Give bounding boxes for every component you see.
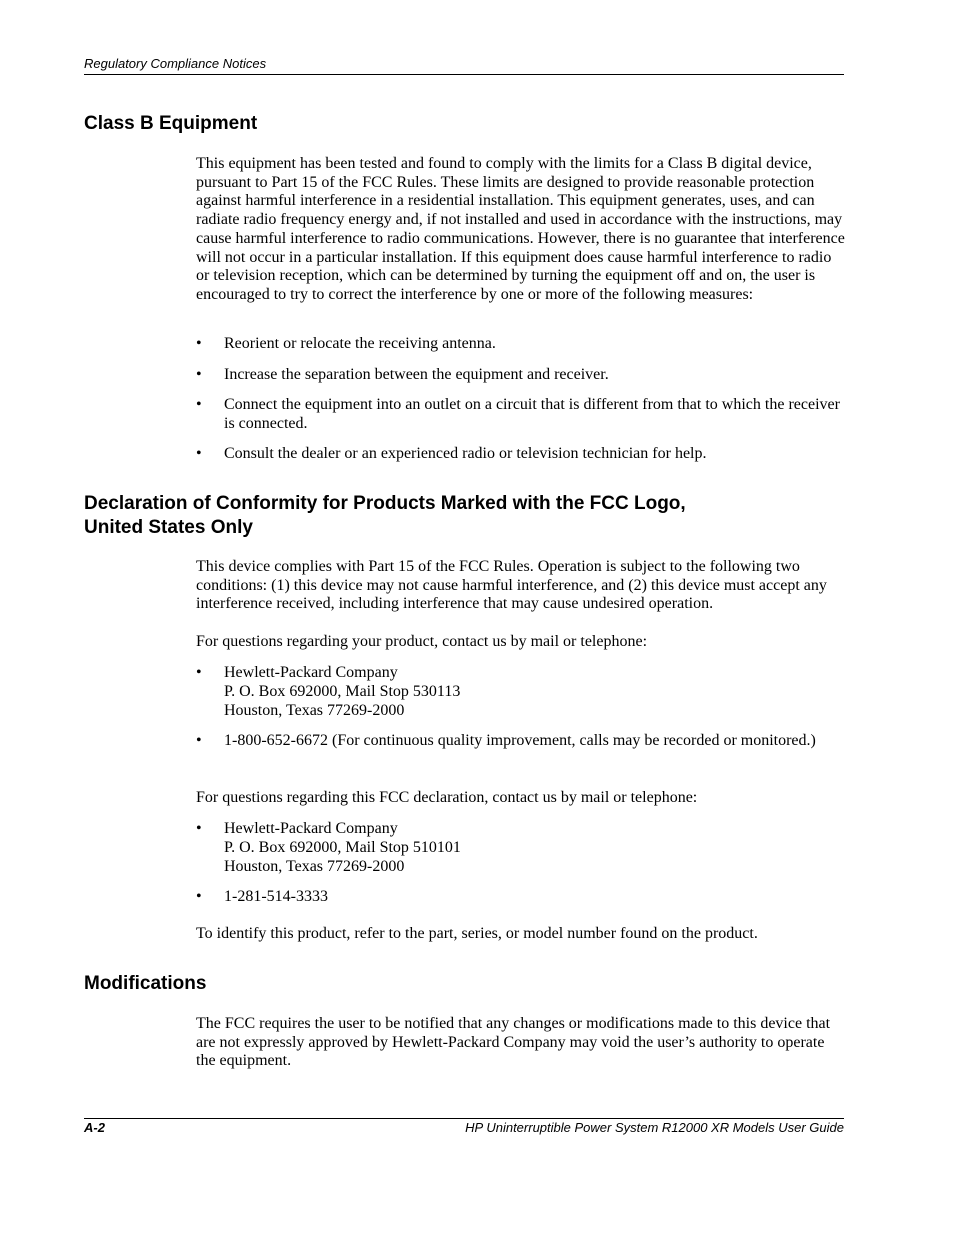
list-item: • Reorient or relocate the receiving antenna. <box>196 334 846 353</box>
declaration-contact-list <box>196 819 846 906</box>
guide-title: HP Uninterruptible Power System R12000 XR Models User Guide <box>465 1120 844 1135</box>
class-b-paragraph: This equipment has been tested and found to comply with the limits for a Class B digital device, pursuant to Part 15 of the FCC Rules. These limits are designed to provide reasonable protection against harmful interference in a residential installation. This equipment generates, uses, and can radiate radio frequency energy and, if not installed and used in accordance with the instructions, may cause harmful interference to radio communications. However, there is no guarantee that interference will not occur in a particular installation. If this equipment does cause harmful interference to radio or television reception, which can be determined by turning the equipment off and on, the user is encouraged to try to correct the interference by one or more of the following measures: <box>196 155 845 303</box>
list-item: • 1-800-652-6672 (For continuous quality improvement, calls may be recorded or monitored.) <box>196 731 846 750</box>
page-number: A-2 <box>84 1120 105 1135</box>
modifications-heading: Modifications <box>84 973 207 994</box>
declaration-questions-intro: For questions regarding this FCC declaration, contact us by mail or telephone: <box>196 789 698 806</box>
running-header: Regulatory Compliance Notices <box>84 56 267 71</box>
header-rule <box>84 74 844 75</box>
list-item: • 1-281-514-3333 <box>196 887 846 906</box>
product-contact-list <box>196 663 846 750</box>
class-b-measures-list <box>196 334 846 463</box>
list-item: • Connect the equipment into an outlet on a circuit that is different from that to which the receiver is connected. <box>196 395 846 433</box>
class-b-heading: Class B Equipment <box>84 113 258 134</box>
modifications-paragraph: The FCC requires the user to be notified that any changes or modifications made to this device that are not expressly approved by Hewlett-Packard Company may void the user’s authority to operate the equipment. <box>196 1015 831 1070</box>
list-item: • Increase the separation between the equipment and receiver. <box>196 365 846 384</box>
list-item: • Hewlett-Packard Company P. O. Box 692000, Mail Stop 510101 Houston, Texas 77269-2000 <box>196 819 846 876</box>
declaration-paragraph: This device complies with Part 15 of the FCC Rules. Operation is subject to the following two conditions: (1) this device may not cause harmful interference, and (2) this device must accept any interference received, including interference that may cause undesired operation. <box>196 558 827 613</box>
declaration-heading: Declaration of Conformity for Products Marked with the FCC Logo, United States Only <box>84 493 686 538</box>
list-item: • Hewlett-Packard Company P. O. Box 692000, Mail Stop 530113 Houston, Texas 77269-2000 <box>196 663 846 720</box>
product-questions-intro: For questions regarding your product, contact us by mail or telephone: <box>196 633 648 650</box>
footer-rule <box>84 1118 844 1119</box>
list-item: • Consult the dealer or an experienced radio or television technician for help. <box>196 444 846 463</box>
identify-product-paragraph: To identify this product, refer to the part, series, or model number found on the product. <box>196 925 758 942</box>
